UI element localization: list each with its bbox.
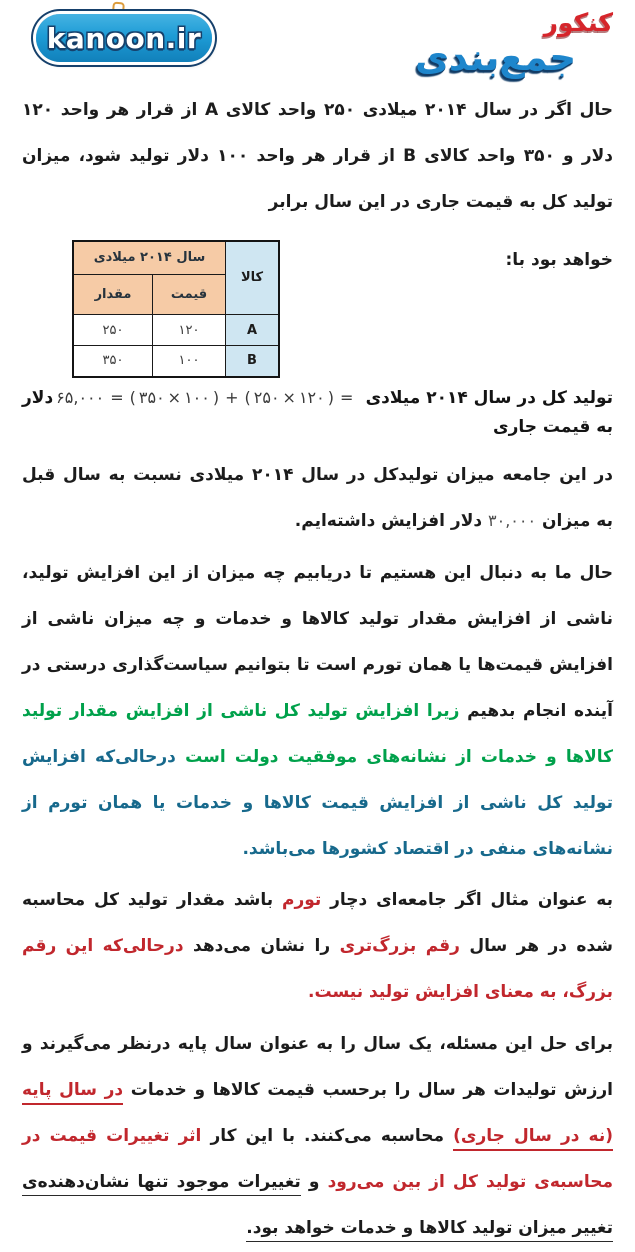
equation-token: × [282, 387, 296, 407]
p4-run-black: باشد مقدار تولید کل محاسبه شده در هر سال [22, 890, 613, 957]
p3-run-green: زیرا افزایش تولید کل ناشی از افزایش مقدار تولید کالاها و خدمات از نشانه‌های موفقیت دولت است [22, 700, 613, 767]
p2-text-before: در این جامعه میزان تولیدکل در سال ۲۰۱۴ میلادی نسبت به سال قبل به میزان [22, 465, 613, 532]
paragraph-5 [22, 1022, 613, 1251]
equation-token: ۱۲۰ [298, 387, 325, 407]
row-a-label: A [226, 315, 280, 346]
equation-token: تولید کل در سال ۲۰۱۴ میلادی به قیمت جاری [365, 387, 613, 437]
table-quantity-header: مقدار [73, 275, 153, 315]
table-section [22, 238, 613, 380]
p5-run-red-underlined: در سال پایه (نه در سال جاری) [22, 1080, 613, 1151]
paragraph-2 [22, 453, 613, 545]
page-header [0, 0, 635, 79]
paragraph-4 [22, 878, 613, 1016]
p4-run-red: درحالی‌که این رقم بزرگ، به معنای افزایش تولید نیست. [22, 936, 613, 1003]
equation-token: ۳۵۰ [138, 387, 165, 407]
table-corner-header: کالا [226, 241, 280, 315]
banner-konkur-text: کنکور [543, 8, 613, 37]
equation-token: ۱۰۰ [184, 387, 210, 407]
banner-jambandi-text: جمع‌بندی [415, 36, 577, 79]
p3-run-teal: درحالی‌که افزایش تولید کل ناشی از افزایش قیمت کالاها و خدمات یا همان تورم از نشانه‌های منفی در اقتصاد کشورها می‌باشد. [22, 746, 613, 859]
p3-run-black: حال ما به دنبال این هستیم تا دریابیم چه میزان از این افزایش تولید، ناشی از افزایش مقدار تولید کالاها و خدمات و چه میزان ناشی از افزایش قیمت‌ها یا همان تورم است تا بتوانیم سیاست‌گذاری درستی در آینده انجام بدهیم [22, 563, 614, 721]
row-b-quantity: ۳۵۰ [73, 346, 153, 377]
p5-run-black: محاسبه می‌کنند. با این کار [201, 1125, 454, 1146]
p4-run-red: رقم بزرگ‌تری [339, 936, 460, 957]
table-row [73, 346, 279, 377]
p5-run-black: برای حل این مسئله، یک سال را به عنوان سال پایه درنظر می‌گیرند و ارزش تولیدات هر سال را برحسب قیمت کالاها و خدمات [22, 1034, 613, 1101]
banner-logo [415, 8, 615, 79]
p2-amount-value: ۳۰,۰۰۰ [488, 511, 537, 531]
kanoon-logo-text: kanoon.ir [46, 21, 202, 55]
lead-in-text: خواهد بود با: [505, 249, 613, 270]
p5-run-red: اثر تغییرات قیمت در محاسبه‌ی تولید کل از بین می‌رود [22, 1125, 614, 1192]
row-a-quantity: ۲۵۰ [73, 315, 153, 346]
equation-token: ( [244, 387, 251, 407]
document-content [0, 88, 635, 1252]
kanoon-logo [36, 14, 212, 62]
row-b-label: B [226, 346, 280, 377]
paragraph-3 [22, 551, 613, 872]
equation-token: ) [212, 387, 220, 407]
paragraph-intro [22, 88, 613, 226]
table-price-header: قیمت [153, 275, 226, 315]
intro-text: حال اگر در سال ۲۰۱۴ میلادی ۲۵۰ واحد کالای A از قرار هر واحد ۱۲۰ دلار و ۳۵۰ واحد کالای B از قرار هر واحد ۱۰۰ دلار تولید شود، میزان تولید کل به قیمت جاری در این سال برابر [22, 100, 614, 212]
equation-token: ( [129, 387, 136, 407]
p4-run-red: تورم [282, 890, 322, 911]
p2-text-after: دلار افزایش داشته‌ایم. [294, 511, 489, 532]
equation-token: = [110, 387, 124, 407]
equation-token: ۶۵,۰۰۰ [56, 387, 105, 407]
equation-token: × [167, 387, 182, 407]
equation-token: ) [327, 387, 334, 407]
equation-line [22, 384, 613, 442]
p4-run-black: را نشان می‌دهد [183, 936, 340, 957]
row-a-price: ۱۲۰ [153, 315, 226, 346]
p5-run-black-underlined: تغییرات موجود تنها نشان‌دهنده‌ی تغییر میزان تولید کالاها و خدمات خواهد بود. [22, 1172, 613, 1242]
equation-token: دلار [22, 387, 54, 408]
production-table [72, 240, 280, 378]
p4-run-black: به عنوان مثال اگر جامعه‌ای دچار [321, 890, 613, 911]
equation-token: = [339, 387, 354, 407]
row-b-price: ۱۰۰ [153, 346, 226, 377]
p5-run-black: و [300, 1171, 328, 1192]
table-row [73, 315, 279, 346]
equation-token: + [225, 387, 239, 407]
equation-token: ۲۵۰ [253, 387, 280, 407]
table-year-header: سال ۲۰۱۴ میلادی [73, 241, 226, 275]
